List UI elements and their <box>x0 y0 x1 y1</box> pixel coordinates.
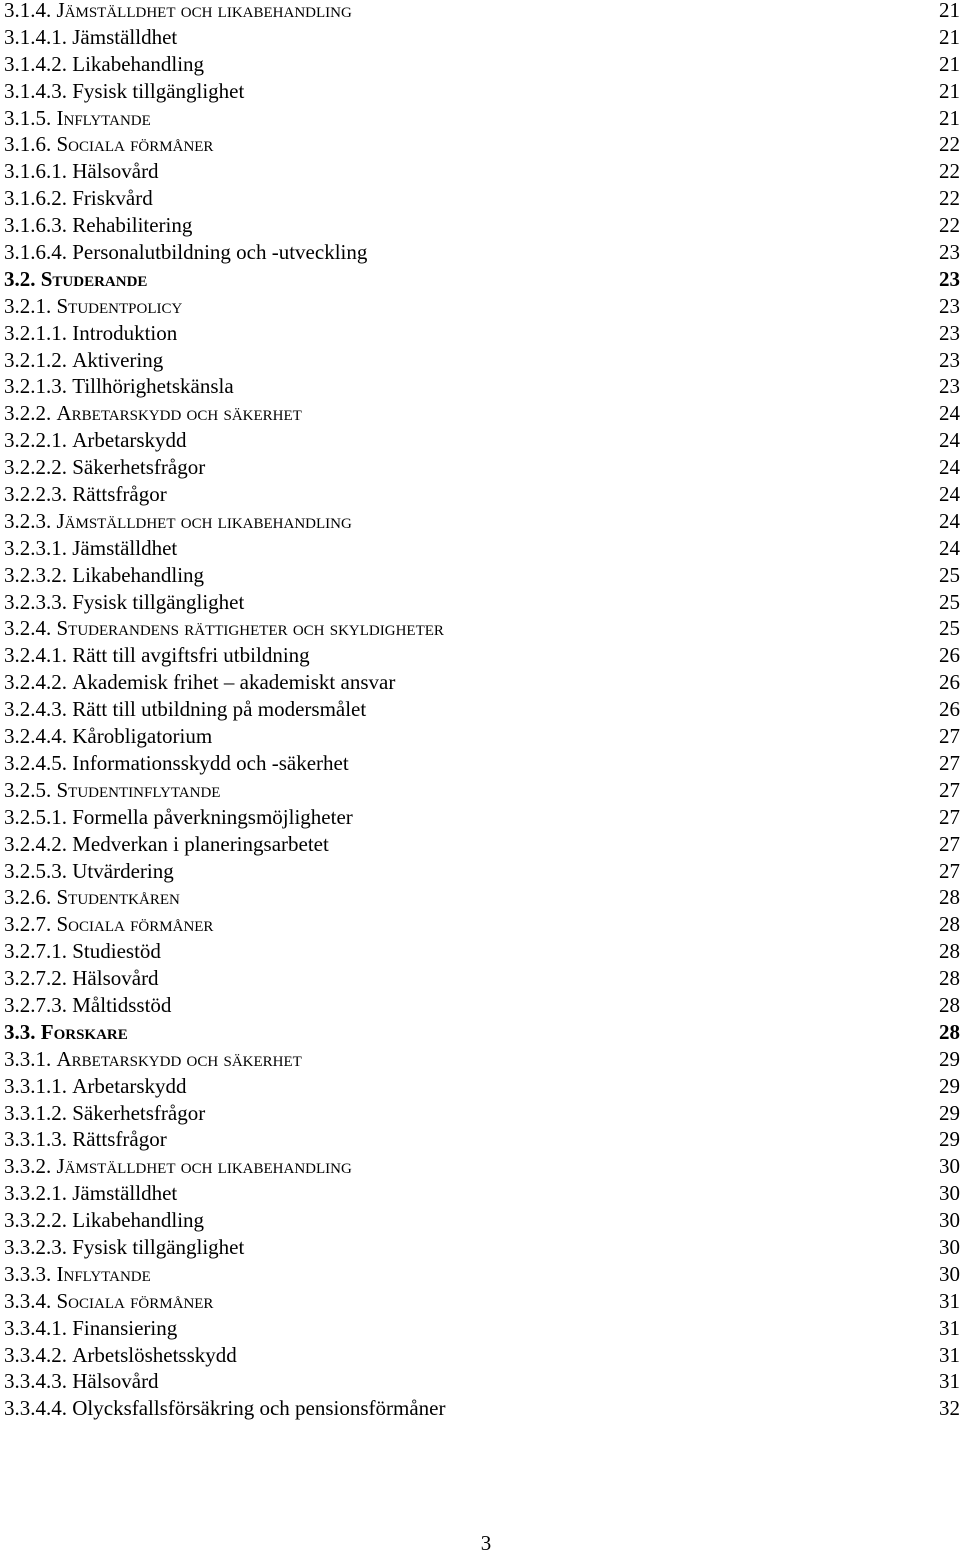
toc-entry[interactable] <box>4 0 960 24</box>
toc-entry[interactable] <box>4 105 960 132</box>
toc-entry-title: Jämställdhet och likabehandling <box>56 508 352 533</box>
toc-entry-number: 3.2.2.3. <box>4 482 67 507</box>
toc-entry-title: Friskvård <box>72 186 153 211</box>
toc-entry-number: 3.3.2. <box>4 1154 52 1179</box>
toc-entry-title: Jämställdhet <box>72 1181 178 1206</box>
toc-entry-number: 3.3. <box>4 1019 36 1044</box>
toc-entry-title: Tillhörighetskänsla <box>72 374 234 399</box>
toc-entry-number: 3.2.2.2. <box>4 455 67 480</box>
toc-entry-number: 3.2.1.3. <box>4 374 67 399</box>
toc-entry[interactable] <box>4 777 960 804</box>
toc-entry-number: 3.2.2.1. <box>4 428 67 453</box>
toc-entry-page: 31 <box>939 1369 960 1394</box>
toc-entry-page: 25 <box>939 562 960 587</box>
toc-entry-number: 3.3.1.3. <box>4 1127 67 1152</box>
toc-entry-page: 21 <box>939 78 960 103</box>
toc-entry-number: 3.2.3.1. <box>4 535 67 560</box>
toc-entry-page: 29 <box>939 1100 960 1125</box>
toc-entry-page: 29 <box>939 1046 960 1071</box>
toc-entry-page: 21 <box>939 51 960 76</box>
toc-entry[interactable] <box>4 911 960 938</box>
toc-entry-title: Olycksfallsförsäkring och pensionsförmåner <box>72 1396 446 1421</box>
toc-entry-number: 3.2.6. <box>4 885 52 910</box>
toc-entry-number: 3.2.7.2. <box>4 966 67 991</box>
toc-entry-page: 27 <box>939 804 960 829</box>
toc-entry-page: 27 <box>939 858 960 883</box>
toc-entry[interactable] <box>4 373 960 400</box>
toc-entry-title: Finansiering <box>72 1315 178 1340</box>
toc-entry-number: 3.2.3.2. <box>4 562 67 587</box>
toc-entry[interactable] <box>4 615 960 642</box>
toc-entry-number: 3.2.1. <box>4 293 52 318</box>
toc-entry-title: Hälsovård <box>72 1369 159 1394</box>
toc-entry[interactable] <box>4 1019 960 1046</box>
toc-entry-page: 30 <box>939 1154 960 1179</box>
toc-entry-title: Måltidsstöd <box>72 992 172 1017</box>
toc-entry-title: Rättsfrågor <box>72 482 167 507</box>
toc-entry-number: 3.2.4.3. <box>4 697 67 722</box>
toc-entry-title: Kårobligatorium <box>72 724 213 749</box>
toc-entry-number: 3.2.7.3. <box>4 992 67 1017</box>
toc-entry-title: Säkerhetsfrågor <box>72 455 206 480</box>
toc-entry-title: Sociala förmåner <box>56 912 214 937</box>
toc-entry-page: 28 <box>939 992 960 1017</box>
toc-entry-number: 3.2.1.2. <box>4 347 67 372</box>
page-number: 3 <box>480 1531 492 1555</box>
toc-entry-title: Likabehandling <box>72 1208 205 1233</box>
toc-entry[interactable] <box>4 212 960 239</box>
toc-entry-title: Akademisk frihet – akademiskt ansvar <box>72 670 396 695</box>
toc-entry-number: 3.2.7. <box>4 912 52 937</box>
toc-entry-number: 3.2.3. <box>4 508 52 533</box>
toc-entry-title: Aktivering <box>72 347 164 372</box>
toc-entry-page: 28 <box>939 939 960 964</box>
toc-entry-title: Hälsovård <box>72 966 159 991</box>
toc-entry-number: 3.1.6.4. <box>4 240 67 265</box>
toc-entry-page: 27 <box>939 750 960 775</box>
toc-entry[interactable] <box>4 427 960 454</box>
toc-entry-title: Studentinflytande <box>56 777 221 802</box>
toc-entry-page: 25 <box>939 616 960 641</box>
toc-entry[interactable] <box>4 320 960 347</box>
toc-entry-number: 3.2.4. <box>4 616 52 641</box>
toc-entry-title: Informationsskydd och -säkerhet <box>72 750 349 775</box>
toc-entry-number: 3.2.4.1. <box>4 643 67 668</box>
toc-entry-page: 23 <box>939 374 960 399</box>
toc-entry-number: 3.2.5. <box>4 777 52 802</box>
toc-entry-number: 3.1.6.3. <box>4 213 67 238</box>
toc-entry-page: 30 <box>939 1234 960 1259</box>
toc-entry-number: 3.2. <box>4 266 36 291</box>
toc-entry[interactable] <box>4 1073 960 1100</box>
toc-entry-number: 3.1.4. <box>4 0 52 22</box>
toc-entry-page: 24 <box>939 508 960 533</box>
toc-entry[interactable] <box>4 562 960 589</box>
toc-entry-page: 24 <box>939 535 960 560</box>
toc-entry-title: Studentpolicy <box>56 293 183 318</box>
toc-entry-title: Studentkåren <box>56 885 180 910</box>
toc-entry-page: 21 <box>939 24 960 49</box>
toc-entry-title: Jämställdhet och likabehandling <box>56 1154 352 1179</box>
toc-entry-title: Studerande <box>40 266 148 291</box>
toc-entry[interactable] <box>4 831 960 858</box>
toc-entry-number: 3.3.2.2. <box>4 1208 67 1233</box>
toc-entry-number: 3.1.4.2. <box>4 51 67 76</box>
toc-entry-page: 30 <box>939 1208 960 1233</box>
toc-entry-number: 3.3.1. <box>4 1046 52 1071</box>
toc-entry[interactable] <box>4 1180 960 1207</box>
toc-entry-page: 21 <box>939 0 960 22</box>
toc-entry-number: 3.2.5.3. <box>4 858 67 883</box>
toc-entry[interactable] <box>4 669 960 696</box>
toc-entry-page: 28 <box>939 966 960 991</box>
toc-entry[interactable] <box>4 858 960 885</box>
toc-entry-page: 28 <box>939 1019 960 1044</box>
toc-entry-number: 3.1.6.2. <box>4 186 67 211</box>
toc-entry-title: Medverkan i planeringsarbetet <box>72 831 329 856</box>
toc-entry-number: 3.3.4.2. <box>4 1342 67 1367</box>
toc-entry[interactable] <box>4 78 960 105</box>
toc-entry-title: Forskare <box>40 1019 128 1044</box>
toc-entry[interactable] <box>4 1100 960 1127</box>
toc-entry[interactable] <box>4 158 960 185</box>
toc-entry-page: 24 <box>939 428 960 453</box>
toc-entry[interactable] <box>4 1368 960 1395</box>
toc-entry-number: 3.3.4.1. <box>4 1315 67 1340</box>
toc-entry-number: 3.2.4.4. <box>4 724 67 749</box>
toc-entry-title: Fysisk tillgänglighet <box>72 1234 245 1259</box>
toc-entry[interactable] <box>4 723 960 750</box>
toc-entry[interactable] <box>4 1342 960 1369</box>
toc-entry-title: Sociala förmåner <box>56 1288 214 1313</box>
toc-entry[interactable] <box>4 750 960 777</box>
toc-entry-page: 28 <box>939 912 960 937</box>
toc-entry-title: Utvärdering <box>72 858 174 883</box>
toc-entry[interactable] <box>4 965 960 992</box>
toc-entry[interactable] <box>4 1153 960 1180</box>
toc-entry-number: 3.1.4.3. <box>4 78 67 103</box>
toc-entry-page: 29 <box>939 1073 960 1098</box>
toc-entry-page: 23 <box>939 320 960 345</box>
toc-entry[interactable] <box>4 1288 960 1315</box>
toc-entry-page: 23 <box>939 293 960 318</box>
toc-entry-number: 3.2.4.5. <box>4 750 67 775</box>
toc-entry[interactable] <box>4 1207 960 1234</box>
toc-entry-number: 3.3.4. <box>4 1288 52 1313</box>
toc-entry-page: 24 <box>939 401 960 426</box>
toc-entry-number: 3.2.3.3. <box>4 589 67 614</box>
toc-entry-title: Jämställdhet <box>72 24 178 49</box>
toc-entry-page: 21 <box>939 105 960 130</box>
toc-entry[interactable] <box>4 1046 960 1073</box>
toc-entry-number: 3.2.4.2. <box>4 831 67 856</box>
toc-entry[interactable] <box>4 293 960 320</box>
toc-entry-title: Introduktion <box>72 320 178 345</box>
toc-entry-title: Jämställdhet och likabehandling <box>56 0 352 22</box>
toc-entry-page: 24 <box>939 482 960 507</box>
toc-entry-page: 25 <box>939 589 960 614</box>
toc-entry-page: 31 <box>939 1315 960 1340</box>
toc-entry[interactable] <box>4 454 960 481</box>
toc-entry-page: 22 <box>939 159 960 184</box>
toc-entry-number: 3.2.7.1. <box>4 939 67 964</box>
toc-entry-title: Arbetarskydd och säkerhet <box>56 1046 302 1071</box>
toc-entry-title: Fysisk tillgänglighet <box>72 78 245 103</box>
toc-entry-page: 27 <box>939 724 960 749</box>
toc-entry[interactable] <box>4 589 960 616</box>
toc-entry-title: Sociala förmåner <box>56 132 214 157</box>
toc-entry-number: 3.2.1.1. <box>4 320 67 345</box>
toc-entry-page: 32 <box>939 1396 960 1421</box>
toc-entry[interactable] <box>4 1315 960 1342</box>
toc-entry[interactable] <box>4 1261 960 1288</box>
toc-entry-page: 23 <box>939 347 960 372</box>
toc-entry[interactable] <box>4 51 960 78</box>
toc-entry[interactable] <box>4 1395 960 1422</box>
toc-entry[interactable] <box>4 131 960 158</box>
toc-entry[interactable] <box>4 992 960 1019</box>
toc-entry[interactable] <box>4 804 960 831</box>
toc-entry-page: 26 <box>939 697 960 722</box>
toc-entry-page: 24 <box>939 455 960 480</box>
toc-entry-number: 3.1.6.1. <box>4 159 67 184</box>
toc-entry-page: 27 <box>939 831 960 856</box>
toc-entry[interactable] <box>4 1234 960 1261</box>
toc-entry[interactable] <box>4 266 960 293</box>
toc-entry-title: Personalutbildning och -utveckling <box>72 240 368 265</box>
toc-entry-page: 22 <box>939 186 960 211</box>
toc-entry-number: 3.3.2.1. <box>4 1181 67 1206</box>
toc-entry-title: Arbetarskydd och säkerhet <box>56 401 302 426</box>
toc-entry-number: 3.3.4.3. <box>4 1369 67 1394</box>
toc-entry-page: 23 <box>939 240 960 265</box>
toc-entry-page: 22 <box>939 213 960 238</box>
toc-entry-page: 23 <box>939 266 960 291</box>
toc-entry[interactable] <box>4 400 960 427</box>
toc-entry-number: 3.2.5.1. <box>4 804 67 829</box>
toc-entry-page: 26 <box>939 670 960 695</box>
toc-entry[interactable] <box>4 347 960 374</box>
toc-entry[interactable] <box>4 642 960 669</box>
toc-entry[interactable] <box>4 1126 960 1153</box>
toc-entry-title: Rättsfrågor <box>72 1127 167 1152</box>
toc-entry[interactable] <box>4 938 960 965</box>
toc-entry-title: Arbetslöshetsskydd <box>72 1342 237 1367</box>
toc-entry-page: 26 <box>939 643 960 668</box>
toc-entry-title: Likabehandling <box>72 562 205 587</box>
toc-entry[interactable] <box>4 535 960 562</box>
toc-entry-number: 3.3.3. <box>4 1261 52 1286</box>
toc-entry-title: Jämställdhet <box>72 535 178 560</box>
toc-entry-page: 29 <box>939 1127 960 1152</box>
toc-entry[interactable] <box>4 481 960 508</box>
toc-entry[interactable] <box>4 239 960 266</box>
toc-entry-title: Studiestöd <box>72 939 161 964</box>
toc-entry-number: 3.3.1.2. <box>4 1100 67 1125</box>
toc-entry[interactable] <box>4 696 960 723</box>
toc-entry-number: 3.1.4.1. <box>4 24 67 49</box>
toc-entry-title: Formella påverkningsmöjligheter <box>72 804 353 829</box>
table-of-contents <box>4 0 960 1422</box>
toc-entry-page: 30 <box>939 1181 960 1206</box>
toc-entry[interactable] <box>4 884 960 911</box>
toc-entry-number: 3.3.4.4. <box>4 1396 67 1421</box>
toc-entry-title: Likabehandling <box>72 51 205 76</box>
toc-entry-title: Rätt till utbildning på modersmålet <box>72 697 367 722</box>
toc-entry-number: 3.2.2. <box>4 401 52 426</box>
toc-entry-page: 31 <box>939 1288 960 1313</box>
toc-entry-title: Säkerhetsfrågor <box>72 1100 206 1125</box>
toc-entry-page: 22 <box>939 132 960 157</box>
toc-entry-title: Rätt till avgiftsfri utbildning <box>72 643 310 668</box>
toc-entry-page: 28 <box>939 885 960 910</box>
toc-entry-number: 3.1.6. <box>4 132 52 157</box>
toc-entry-number: 3.3.1.1. <box>4 1073 67 1098</box>
toc-entry-title: Inflytande <box>56 1261 151 1286</box>
toc-entry[interactable] <box>4 185 960 212</box>
toc-entry-page: 27 <box>939 777 960 802</box>
toc-entry-number: 3.2.4.2. <box>4 670 67 695</box>
toc-entry-page: 31 <box>939 1342 960 1367</box>
toc-entry-title: Arbetarskydd <box>72 1073 187 1098</box>
toc-entry-number: 3.1.5. <box>4 105 52 130</box>
toc-entry-title: Hälsovård <box>72 159 159 184</box>
toc-entry-title: Inflytande <box>56 105 151 130</box>
toc-entry-title: Arbetarskydd <box>72 428 187 453</box>
toc-entry-title: Fysisk tillgänglighet <box>72 589 245 614</box>
toc-entry[interactable] <box>4 24 960 51</box>
toc-entry[interactable] <box>4 508 960 535</box>
toc-entry-title: Rehabilitering <box>72 213 193 238</box>
toc-entry-number: 3.3.2.3. <box>4 1234 67 1259</box>
toc-entry-title: Studerandens rättigheter och skyldigheter <box>56 616 444 641</box>
toc-entry-page: 30 <box>939 1261 960 1286</box>
